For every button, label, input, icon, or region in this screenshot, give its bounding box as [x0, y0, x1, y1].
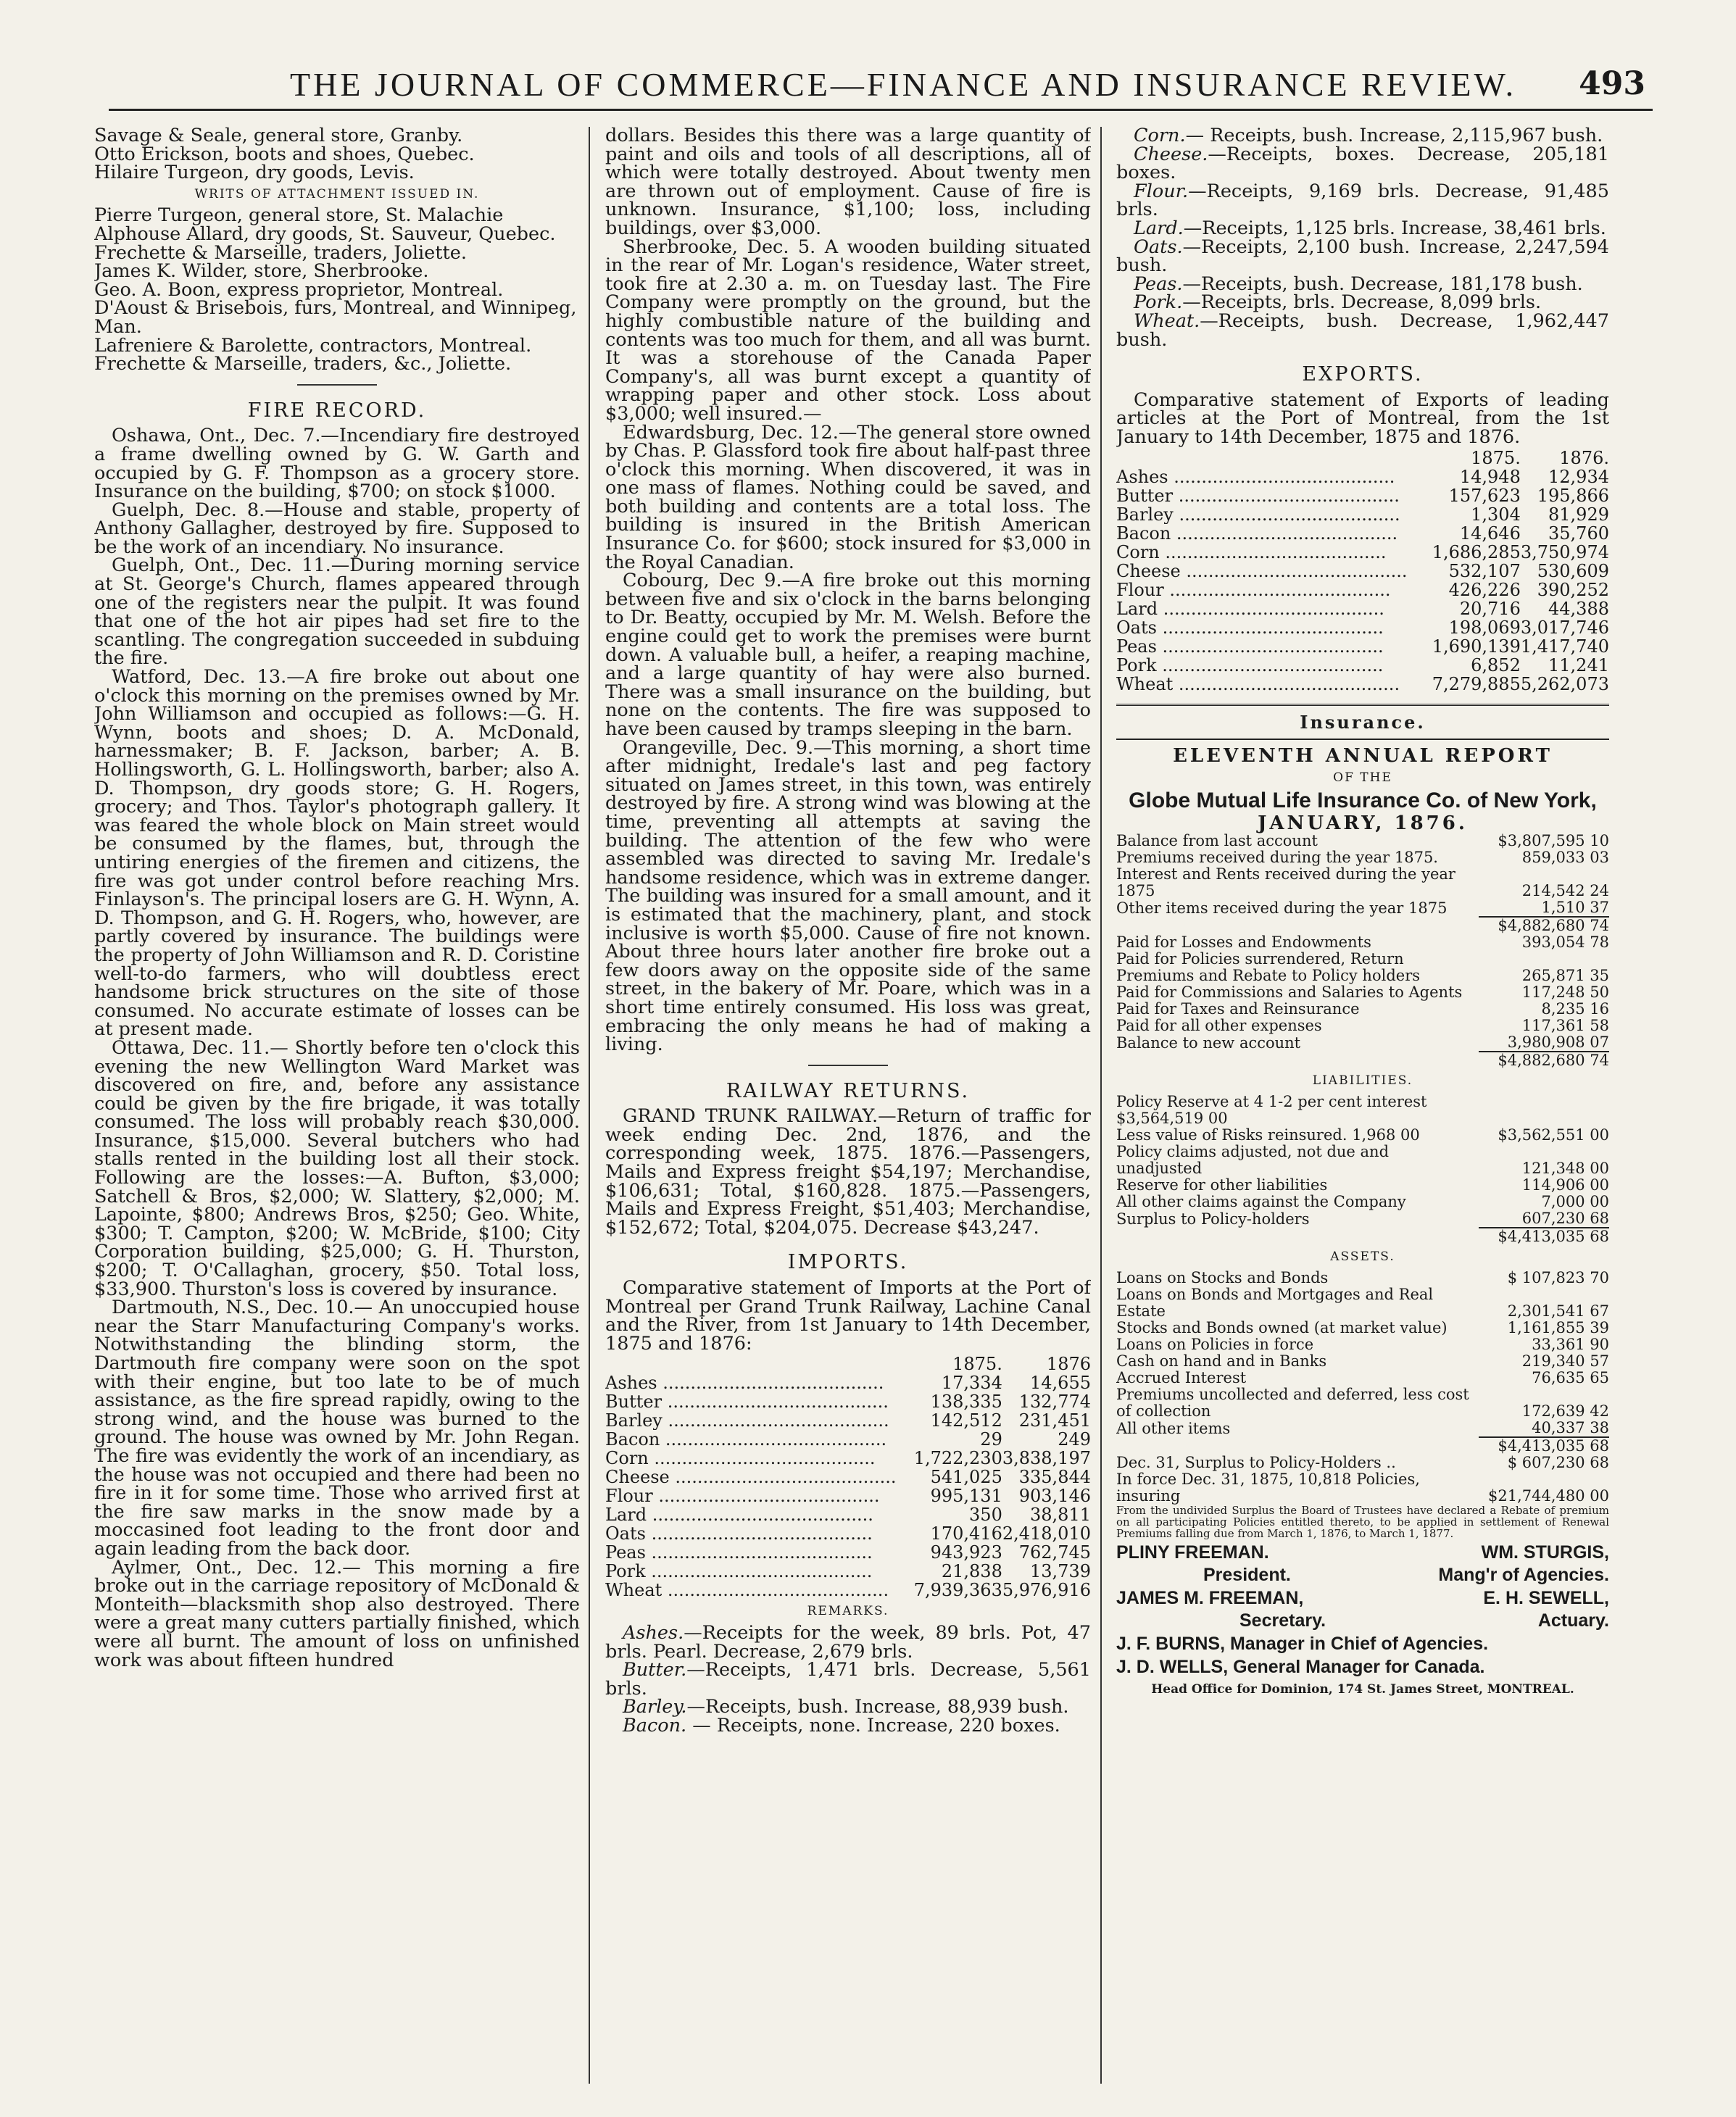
- signature-row: PLINY FREEMAN. WM. STURGIS,: [1116, 1542, 1609, 1563]
- table-cell-value: 249: [1058, 1429, 1091, 1450]
- signature-titles: Secretary. Actuary.: [1239, 1610, 1609, 1631]
- table-cell-value: 1,510 37: [1541, 899, 1609, 917]
- table-row: [1116, 524, 1609, 543]
- table-cell-label: Surplus to Policy-holders: [1116, 1210, 1310, 1228]
- table-cell-value: 20,716: [1459, 598, 1521, 619]
- remark-item: Pork.—Receipts, brls. Decrease, 8,099 brls.: [1134, 291, 1542, 314]
- list-item: Geo. A. Boon, express proprietor, Montreal.: [94, 278, 504, 301]
- table-cell-value: 38,811: [1030, 1505, 1091, 1526]
- table-cell-label: Butter ........................................: [1116, 486, 1400, 505]
- table-cell-value: 859,033 03: [1521, 849, 1609, 867]
- table-cell-value: 214,542 24: [1521, 882, 1609, 900]
- table-cell-label: Pork ........................................: [1116, 655, 1384, 675]
- table-cell-value: 393,054 78: [1521, 933, 1609, 952]
- remark-item: Bacon. — Receipts, none. Increase, 220 boxes.: [623, 1714, 1060, 1737]
- table-cell-value: 5,262,073: [1520, 673, 1609, 694]
- table-cell-value: 541,025: [930, 1467, 1002, 1488]
- article-paragraph: Comparative statement of Imports at the Port of Montreal per Grand Trunk Railway, Lachine Canal and the River, from 1st January to 14th December, 1875 and 1876:: [605, 1277, 1091, 1355]
- table-cell-value: 81,929: [1548, 504, 1609, 525]
- column-header: 1876.: [1559, 447, 1609, 468]
- table-cell-label: Balance from last account: [1116, 832, 1318, 850]
- table-row: [1116, 1270, 1609, 1286]
- table-cell-value: 3,017,746: [1520, 617, 1609, 638]
- table-cell-label: Paid for all other expenses: [1116, 1017, 1322, 1035]
- exports-table: [1116, 449, 1609, 694]
- table-cell-label: Bacon ........................................: [605, 1430, 887, 1450]
- rebate-note: From the undivided Surplus the Board of Trustees have declared a Rebate of premium on all participating Policies entitled thereto, to be applied in settlement of Renewal Premiums falling due from March 1, 1876, to March 1, 1877.: [1116, 1503, 1609, 1540]
- table-cell-value: 903,146: [1018, 1486, 1091, 1507]
- report-date: JANUARY, 1876.: [1258, 812, 1468, 834]
- remark-item: Oats.—Receipts, 2,100 bush. Increase, 2,247,594 bush.: [1116, 236, 1609, 277]
- table-cell-value: 2,418,010: [1002, 1523, 1091, 1544]
- table-row: [1116, 1144, 1609, 1177]
- table-row: [605, 1468, 1091, 1486]
- table-cell-label: Cheese ........................................: [1116, 561, 1408, 581]
- table-row: [605, 1581, 1091, 1600]
- table-cell-label: All other claims against the Company: [1116, 1193, 1406, 1211]
- table-cell-value: 530,609: [1537, 560, 1609, 581]
- table-row: [1116, 543, 1609, 562]
- table-cell-value: 1,722,230: [913, 1448, 1002, 1469]
- table-cell-label: Premiums uncollected and deferred, less cost of collection: [1116, 1385, 1469, 1420]
- list-item: Lafreniere & Barolette, contractors, Montreal.: [94, 334, 532, 357]
- column-rule: [1100, 127, 1102, 2084]
- table-row: [1116, 637, 1609, 656]
- table-cell-value: 5,976,916: [1002, 1580, 1091, 1601]
- table-cell-value: $ 107,823 70: [1507, 1268, 1609, 1286]
- remark-item: Corn.— Receipts, bush. Increase, 2,115,967 bush.: [1134, 127, 1603, 146]
- article-paragraph: GRAND TRUNK RAILWAY.—Return of traffic for week ending Dec. 2nd, 1876, and the corresponding week, 1875. 1876.—Passengers, Mails and Express freight $54,197; Merchandise, $106,631; Total, $160,828. 1875.—Passengers, Mails and Express Freight, $51,403; Merchandise, $152,672; Total, $204,075. Decrease $43,247.: [605, 1105, 1091, 1239]
- table-cell-value: 12,934: [1548, 466, 1609, 487]
- imports-table: [605, 1355, 1091, 1600]
- article-paragraph: Watford, Dec. 13.—A fire broke out about one o'clock this morning on the premises owned by Mr. John Williamson and occupied as follows:—G. H. Wynn, boots and shoes; D. A. McDonald, harnessmaker; B. F. Jackson, barber; A. B. Hollingsworth, G. L. Hollingsworth, barber; also A. D. Thompson, dry goods store; G. H. Rogers, grocery; and Thos. Taylor's photograph gallery. It was feared the whole block on Main street would be consumed by the flames, but, through the untiring energies of the firemen and citizens, the fire was got under control before reaching Mrs. Finlayson's. The principal losers are G. H. Wynn, A. D. Thompson, and G. H. Rogers, who, however, are partly covered by insurance. The buildings were the property of John Williamson and R. D. Coristine well-to-do farmers, who will doubtless erect handsome brick structures on the site of those consumed. No accurate estimate of losses can be at present made.: [94, 666, 580, 1041]
- table-cell-label: Wheat ........................................: [1116, 674, 1400, 694]
- remark-item: Barley.—Receipts, bush. Increase, 88,939 bush.: [623, 1696, 1069, 1718]
- signature-titles: President. Mang'r of Agencies.: [1203, 1565, 1609, 1586]
- table-cell-label: Accrued Interest: [1116, 1368, 1247, 1386]
- table-cell-label: Barley ........................................: [605, 1411, 889, 1431]
- table-cell-label: Stocks and Bonds owned (at market value): [1116, 1318, 1448, 1336]
- table-cell-value: 532,107: [1448, 560, 1521, 581]
- table-cell-value: $3,807,595 10: [1498, 832, 1609, 850]
- table-cell-value: 170,416: [930, 1523, 1002, 1544]
- table-cell-value: 132,774: [1018, 1392, 1091, 1413]
- table-cell-value: 3,980,908 07: [1507, 1033, 1609, 1052]
- table-row: [1116, 1286, 1609, 1320]
- table-cell-value: 2,301,541 67: [1507, 1302, 1609, 1320]
- remark-item: Lard.—Receipts, 1,125 brls. Increase, 38,461 brls.: [1134, 217, 1606, 239]
- income-total: $4,882,680 74: [1479, 917, 1609, 934]
- table-cell-value: 390,252: [1537, 579, 1609, 600]
- table-cell-value: 11,241: [1548, 654, 1609, 675]
- table-row: [605, 1486, 1091, 1505]
- column-2: [605, 127, 1091, 2084]
- table-cell-value: 157,623: [1448, 485, 1521, 506]
- table-row: [1116, 562, 1609, 581]
- disbursements-table: [1116, 934, 1609, 1069]
- table-cell-label: Oats ........................................: [1116, 617, 1384, 637]
- table-cell-value: 117,361 58: [1521, 1017, 1609, 1035]
- remarks-heading: REMARKS.: [807, 1604, 889, 1619]
- table-cell-value: 335,844: [1018, 1467, 1091, 1488]
- column-3: [1116, 127, 1609, 2084]
- table-cell-label: Loans on Bonds and Mortgages and Real Estate: [1116, 1285, 1434, 1320]
- table-row: [1116, 1320, 1609, 1336]
- table-cell-value: 33,361 90: [1532, 1335, 1609, 1353]
- table-cell-value: 265,871 35: [1521, 967, 1609, 985]
- table-cell-value: 117,248 50: [1521, 983, 1609, 1002]
- fire-record-heading: FIRE RECORD.: [247, 399, 427, 422]
- remark-item: Flour.—Receipts, 9,169 brls. Decrease, 91,485 brls.: [1116, 180, 1609, 221]
- remark-item: Peas.—Receipts, bush. Decrease, 181,178 bush.: [1134, 273, 1583, 295]
- signature-row: JAMES M. FREEMAN, E. H. SEWELL,: [1116, 1587, 1609, 1608]
- divider: [1116, 704, 1609, 706]
- table-cell-value: 14,948: [1459, 466, 1521, 487]
- article-paragraph: Dartmouth, N.S., Dec. 10.— An unoccupied house near the Starr Manufacturing Company's works. Notwithstanding the blinding storm, the Dartmouth fire company were soon on the spot with their engine, but too late to be of much assistance, as the fire spread rapidly, owing to the strong wind, and the house was burned to the ground. The house was owned by Mr. John Regan. The fire was evidently the work of an incendiary, as the house was not occupied and there had been no fire in it for some time. Those who arrived first at the fire saw marks in the snow made by a moccasined foot leading to the front door and again leading from the back door.: [94, 1297, 580, 1560]
- table-cell-label: Ashes ........................................: [1116, 467, 1395, 486]
- list-item: Alphouse Allard, dry goods, St. Sauveur, Quebec.: [94, 222, 556, 245]
- table-row: [1116, 1353, 1609, 1370]
- table-cell-label: Flour ........................................: [605, 1486, 880, 1506]
- table-cell-label: Paid for Losses and Endowments: [1116, 933, 1371, 952]
- imports-heading: IMPORTS.: [787, 1251, 909, 1274]
- table-cell-value: 172,639 42: [1521, 1402, 1609, 1420]
- table-cell-label: Flour ........................................: [1116, 580, 1391, 599]
- table-row: [1116, 618, 1609, 637]
- article-paragraph: dollars. Besides this there was a large quantity of paint and oils and tools of all descriptions, all of which were totally destroyed. About twenty men are thrown out of employment. Cause of fire is unknown. Insurance, $1,100; loss, including buildings, over $3,000.: [605, 127, 1091, 239]
- list-item: Frechette & Marseille, traders, &c., Joliette.: [94, 353, 512, 375]
- table-row: [1116, 849, 1609, 866]
- table-row: [605, 1411, 1091, 1430]
- table-cell-label: Peas ........................................: [1116, 636, 1384, 656]
- table-cell-label: Interest and Rents received during the year 1875: [1116, 865, 1455, 900]
- table-row: [1116, 866, 1609, 899]
- table-row: [605, 1524, 1091, 1543]
- table-cell-value: 35,760: [1548, 523, 1609, 544]
- article-paragraph: Edwardsburg, Dec. 12.—The general store owned by Chas. P. Glassford took fire about half-past three o'clock this morning. When discovered, it was in one mass of flames. Nothing could be saved, and both building and contents are a total loss. The building is insured in the British American Insurance Co. for $600; stock insured for $3,000 in the Royal Canadian.: [605, 421, 1091, 573]
- table-row: [1116, 1001, 1609, 1018]
- table-cell-label: Policy claims adjusted, not due and unadjusted: [1116, 1143, 1390, 1178]
- head-office: Head Office for Dominion, 174 St. James Street, MONTREAL.: [1151, 1682, 1574, 1697]
- column-header: 1875.: [952, 1354, 1002, 1375]
- article-paragraph: Sherbrooke, Dec. 5. A wooden building situated in the rear of Mr. Logan's residence, Water street, took fire at 2.30 a. m. on Tuesday last. The Fire Company were promptly on the ground, but the highly combustible nature of the building and contents was too much for them, and all was burnt. It was a storehouse of the Canada Paper Company's, all was burnt except a quantity of wrapping paper and other stock. Loss about $3,000; well insured.—: [605, 236, 1091, 425]
- table-cell-label: All other items: [1116, 1419, 1231, 1437]
- table-cell-value: 1,686,285: [1432, 541, 1521, 562]
- table-cell-label: Corn ........................................: [1116, 542, 1387, 562]
- table-cell-label: Paid for Policies surrendered, Return Premiums and Rebate to Policy holders: [1116, 950, 1421, 985]
- assets-table: [1116, 1270, 1609, 1505]
- table-row: [1116, 951, 1609, 984]
- liabilities-total: $4,413,035 68: [1479, 1228, 1609, 1245]
- column-1: [94, 127, 580, 2084]
- table-cell-value: 114,906 00: [1521, 1176, 1609, 1194]
- table-row: Dec. 31, Surplus to Policy-Holders .. $ 607,230 68: [1116, 1453, 1609, 1471]
- remark-item: Ashes.—Receipts for the week, 89 brls. Pot, 47 brls. Pearl. Decrease, 2,679 brls.: [605, 1622, 1091, 1663]
- table-row: In force Dec. 31, 1875, 10,818 Policies, insuring $21,744,480 00: [1116, 1470, 1609, 1505]
- table-cell-value: 138,335: [930, 1392, 1002, 1413]
- table-row: [1116, 1420, 1609, 1437]
- income-table: [1116, 833, 1609, 934]
- table-cell-value: 6,852: [1471, 654, 1521, 675]
- table-cell-value: 995,131: [930, 1486, 1002, 1507]
- table-cell-value: 350: [969, 1505, 1002, 1526]
- manager-wells: J. D. WELLS, General Manager for Canada.: [1116, 1656, 1485, 1677]
- table-row: [1116, 1177, 1609, 1194]
- table-row: [1116, 1210, 1609, 1228]
- table-cell-label: Lard ........................................: [1116, 599, 1384, 618]
- table-row: Policy Reserve at 4 1-2 per cent interest $3,564,519 00: [1116, 1093, 1427, 1128]
- table-row: [1116, 833, 1609, 849]
- table-row: [605, 1449, 1091, 1468]
- insurance-section-heading: Insurance.: [1300, 711, 1426, 733]
- table-cell-label: Cheese ........................................: [605, 1468, 897, 1487]
- list-item: Hilaire Turgeon, dry goods, Levis.: [94, 164, 415, 183]
- table-cell-label: Paid for Taxes and Reinsurance: [1116, 1000, 1360, 1018]
- table-row: [1116, 505, 1609, 524]
- table-cell-value: 7,279,885: [1432, 673, 1521, 694]
- page-number: 493: [1579, 65, 1645, 102]
- article-paragraph: Ottawa, Dec. 11.— Shortly before ten o'clock this evening the new Wellington Ward Market was discovered on fire, and, before any assistance could be given by the fire brigade, it was totally consumed. The loss will probably reach $30,000. Insurance, $15,000. Several butchers who had stalls rented in the building lost all their stock. Following are the losses:—A. Bufton, $3,000; Satchell & Bros, $2,000; W. Slattery, $2,000; M. Lapointe, $800; Andrews Bros, $250; Geo. White, $300; T. Campton, $200; W. McBride, $100; City Corporation building, $25,000; G. H. Thurston, $200; T. O'Callaghan, grocery, $50. Total loss, $33,900. Thurston's loss is covered by insurance.: [94, 1036, 580, 1300]
- table-row: [605, 1543, 1091, 1562]
- journal-title: THE JOURNAL OF COMMERCE—FINANCE AND INSURANCE REVIEW.: [290, 66, 1517, 103]
- table-row: Less value of Risks reinsured. 1,968 00 $3,562,551 00: [1116, 1126, 1609, 1144]
- table-cell-value: 426,226: [1448, 579, 1521, 600]
- divider: [808, 1065, 888, 1066]
- assets-total: $4,413,035 68: [1479, 1437, 1609, 1455]
- table-cell-label: Butter ........................................: [605, 1392, 889, 1412]
- table-row: [1116, 486, 1609, 505]
- table-cell-value: 219,340 57: [1521, 1352, 1609, 1370]
- article-paragraph: Aylmer, Ont., Dec. 12.— This morning a fire broke out in the carriage repository of McDonald & Monteith—blacksmith shop also destroyed. There were a great many cutters partially finished, which were all burnt. The amount of loss on unfinished work was about fifteen hundred: [94, 1556, 580, 1671]
- table-cell-value: 21,838: [941, 1561, 1002, 1582]
- table-cell-value: 44,388: [1548, 598, 1609, 619]
- exports-heading: EXPORTS.: [1302, 363, 1424, 386]
- report-of-the: OF THE: [1333, 770, 1392, 785]
- table-cell-value: 195,866: [1537, 485, 1609, 506]
- manager-burns: J. F. BURNS, Manager in Chief of Agencies.: [1116, 1634, 1489, 1655]
- list-item: Otto Erickson, boots and shoes, Quebec.: [94, 145, 475, 165]
- table-cell-label: Paid for Commissions and Salaries to Agents: [1116, 983, 1463, 1002]
- page-header: [109, 65, 1653, 111]
- table-cell-value: 3,838,197: [1002, 1448, 1091, 1469]
- table-cell-label: Oats ........................................: [605, 1524, 873, 1544]
- article-paragraph: Cobourg, Dec 9.—A fire broke out this morning between five and six o'clock in the barns belonging to Dr. Beatty, occupied by Mr. M. Welsh. Before the engine could get to work the premises were burnt down. A valuable bull, a heifer, a reaping machine, and a large quantity of hay were also burned. There was a small insurance on the building, but none on the contents. The fire was supposed to have been caused by tramps sleeping in the barn.: [605, 570, 1091, 740]
- assets-heading: ASSETS.: [1330, 1249, 1395, 1265]
- liabilities-heading: LIABILITIES.: [1312, 1073, 1413, 1089]
- table-cell-label: Reserve for other liabilities: [1116, 1176, 1328, 1194]
- table-row: [1116, 656, 1609, 675]
- table-cell-label: Wheat ........................................: [605, 1581, 889, 1600]
- table-cell-value: 943,923: [930, 1542, 1002, 1563]
- table-cell-value: 40,337 38: [1532, 1418, 1609, 1436]
- divider: [297, 384, 377, 386]
- table-cell-value: 1,690,139: [1432, 636, 1521, 657]
- article-paragraph: Comparative statement of Exports of leading articles at the Port of Montreal, from the 1st January to 14th December, 1875 and 1876.: [1116, 388, 1609, 448]
- table-row: [1116, 1018, 1609, 1034]
- article-paragraph: Guelph, Dec. 8.—House and stable, property of Anthony Gallagher, destroyed by fire. Supposed to be the work of an incendiary. No insurance.: [94, 499, 580, 558]
- remark-item: Cheese.—Receipts, boxes. Decrease, 205,181 boxes.: [1116, 143, 1609, 184]
- article-paragraph: Orangeville, Dec. 9.—This morning, a short time after midnight, Iredale's last and peg factory situated on James street, in this town, was entirely destroyed by fire. A strong wind was blowing at the time, preventing all attempts at saving the building. The attention of the few who were assembled was directed to saving Mr. Iredale's handsome residence, which was in extreme danger. The building was insured for a small amount, and it is estimated that the machinery, plant, and stock inclusive is worth $5,000. Cause of fire not known. About three hours later another fire broke out a few doors away on the opposite side of the same street, in the bakery of Mr. Poare, which was in a short time entirely consumed. His loss was great, embracing the only means he had of making a living.: [605, 736, 1091, 1056]
- table-row: [1116, 1034, 1609, 1052]
- remark-item: Wheat.—Receipts, bush. Decrease, 1,962,447 bush.: [1116, 309, 1609, 351]
- table-cell-label: Bacon ........................................: [1116, 523, 1398, 543]
- table-cell-label: Pork ........................................: [605, 1562, 873, 1581]
- list-item: Pierre Turgeon, general store, St. Malachie: [94, 204, 504, 227]
- table-cell-value: 7,000 00: [1541, 1193, 1609, 1211]
- table-row: [1116, 1336, 1609, 1353]
- table-row: [1116, 599, 1609, 618]
- table-row: [1116, 1370, 1609, 1386]
- table-cell-value: 17,334: [941, 1373, 1002, 1394]
- column-header: 1876: [1046, 1354, 1091, 1375]
- table-row: [1116, 984, 1609, 1001]
- table-cell-value: 7,939,363: [913, 1580, 1002, 1601]
- table-cell-value: 13,739: [1030, 1561, 1091, 1582]
- table-row: [1116, 934, 1609, 951]
- writs-heading: WRITS OF ATTACHMENT ISSUED IN.: [194, 186, 480, 201]
- table-header-row: [605, 1355, 1091, 1373]
- table-row: [1116, 467, 1609, 486]
- table-cell-value: 14,646: [1459, 523, 1521, 544]
- divider: [1116, 739, 1609, 740]
- table-cell-label: Premiums received during the year 1875.: [1116, 849, 1438, 867]
- table-cell-value: 3,750,974: [1520, 541, 1609, 562]
- disbursements-total: $4,882,680 74: [1479, 1052, 1609, 1069]
- table-cell-value: 14,655: [1030, 1373, 1091, 1394]
- column-rule: [589, 127, 590, 2084]
- remark-item: Butter.—Receipts, 1,471 brls. Decrease, 5,561 brls.: [605, 1659, 1091, 1700]
- railway-returns-heading: RAILWAY RETURNS.: [726, 1079, 971, 1102]
- table-cell-label: Loans on Policies in force: [1116, 1335, 1314, 1353]
- table-cell-value: 76,635 65: [1532, 1368, 1609, 1386]
- table-cell-value: 121,348 00: [1521, 1160, 1609, 1178]
- table-cell-value: 607,230 68: [1521, 1210, 1609, 1228]
- table-row: [605, 1505, 1091, 1524]
- company-name: Globe Mutual Life Insurance Co. of New York,: [1129, 789, 1597, 813]
- list-item: D'Aoust & Brisebois, furs, Montreal, and Winnipeg, Man.: [94, 297, 577, 338]
- table-cell-label: Peas ........................................: [605, 1543, 873, 1563]
- article-paragraph: Guelph, Ont., Dec. 11.—During morning service at St. George's Church, flames appeared through one of the registers near the pulpit. It was found that one of the hot air pipes had set fire to the scantling. The congregation succeeded in subduing the fire.: [94, 554, 580, 670]
- table-row: [1116, 581, 1609, 599]
- table-cell-label: Other items received during the year 1875: [1116, 899, 1448, 918]
- table-cell-value: 231,451: [1018, 1410, 1091, 1431]
- table-cell-value: 142,512: [930, 1410, 1002, 1431]
- table-cell-value: 198,069: [1448, 617, 1521, 638]
- table-cell-label: Loans on Stocks and Bonds: [1116, 1268, 1329, 1286]
- article-paragraph: Oshawa, Ont., Dec. 7.—Incendiary fire destroyed a frame dwelling owned by G. W. Garth and occupied by G. F. Thompson as a grocery store. Insurance on the building, $700; on stock $1000.: [94, 425, 580, 503]
- table-row: [1116, 1194, 1609, 1210]
- table-cell-label: Lard ........................................: [605, 1505, 873, 1525]
- table-cell-value: 1,417,740: [1520, 636, 1609, 657]
- table-row: [605, 1562, 1091, 1581]
- table-row: [1116, 1386, 1609, 1420]
- table-cell-label: Barley ........................................: [1116, 504, 1400, 524]
- list-item: Frechette & Marseille, traders, Joliette.: [94, 241, 467, 264]
- table-row: [1116, 675, 1609, 694]
- table-row: [605, 1373, 1091, 1392]
- table-cell-value: 1,304: [1471, 504, 1521, 525]
- table-row: [605, 1430, 1091, 1449]
- table-cell-value: 1,161,855 39: [1507, 1318, 1609, 1336]
- table-cell-label: Ashes ........................................: [605, 1373, 884, 1393]
- liabilities-table: [1116, 1094, 1609, 1245]
- table-cell-label: Corn ........................................: [605, 1449, 876, 1468]
- table-cell-label: Cash on hand and in Banks: [1116, 1352, 1327, 1370]
- table-header-row: [1116, 449, 1609, 467]
- table-cell-value: 8,235 16: [1541, 1000, 1609, 1018]
- table-row: [605, 1392, 1091, 1411]
- table-cell-label: Balance to new account: [1116, 1034, 1301, 1052]
- table-cell-value: 29: [980, 1429, 1002, 1450]
- table-cell-value: 762,745: [1018, 1542, 1091, 1563]
- report-title: ELEVENTH ANNUAL REPORT: [1173, 745, 1553, 768]
- list-item: Savage & Seale, general store, Granby.: [94, 127, 463, 146]
- table-row: [1116, 899, 1609, 917]
- column-header: 1875.: [1471, 447, 1521, 468]
- list-item: James K. Wilder, store, Sherbrooke.: [94, 260, 429, 283]
